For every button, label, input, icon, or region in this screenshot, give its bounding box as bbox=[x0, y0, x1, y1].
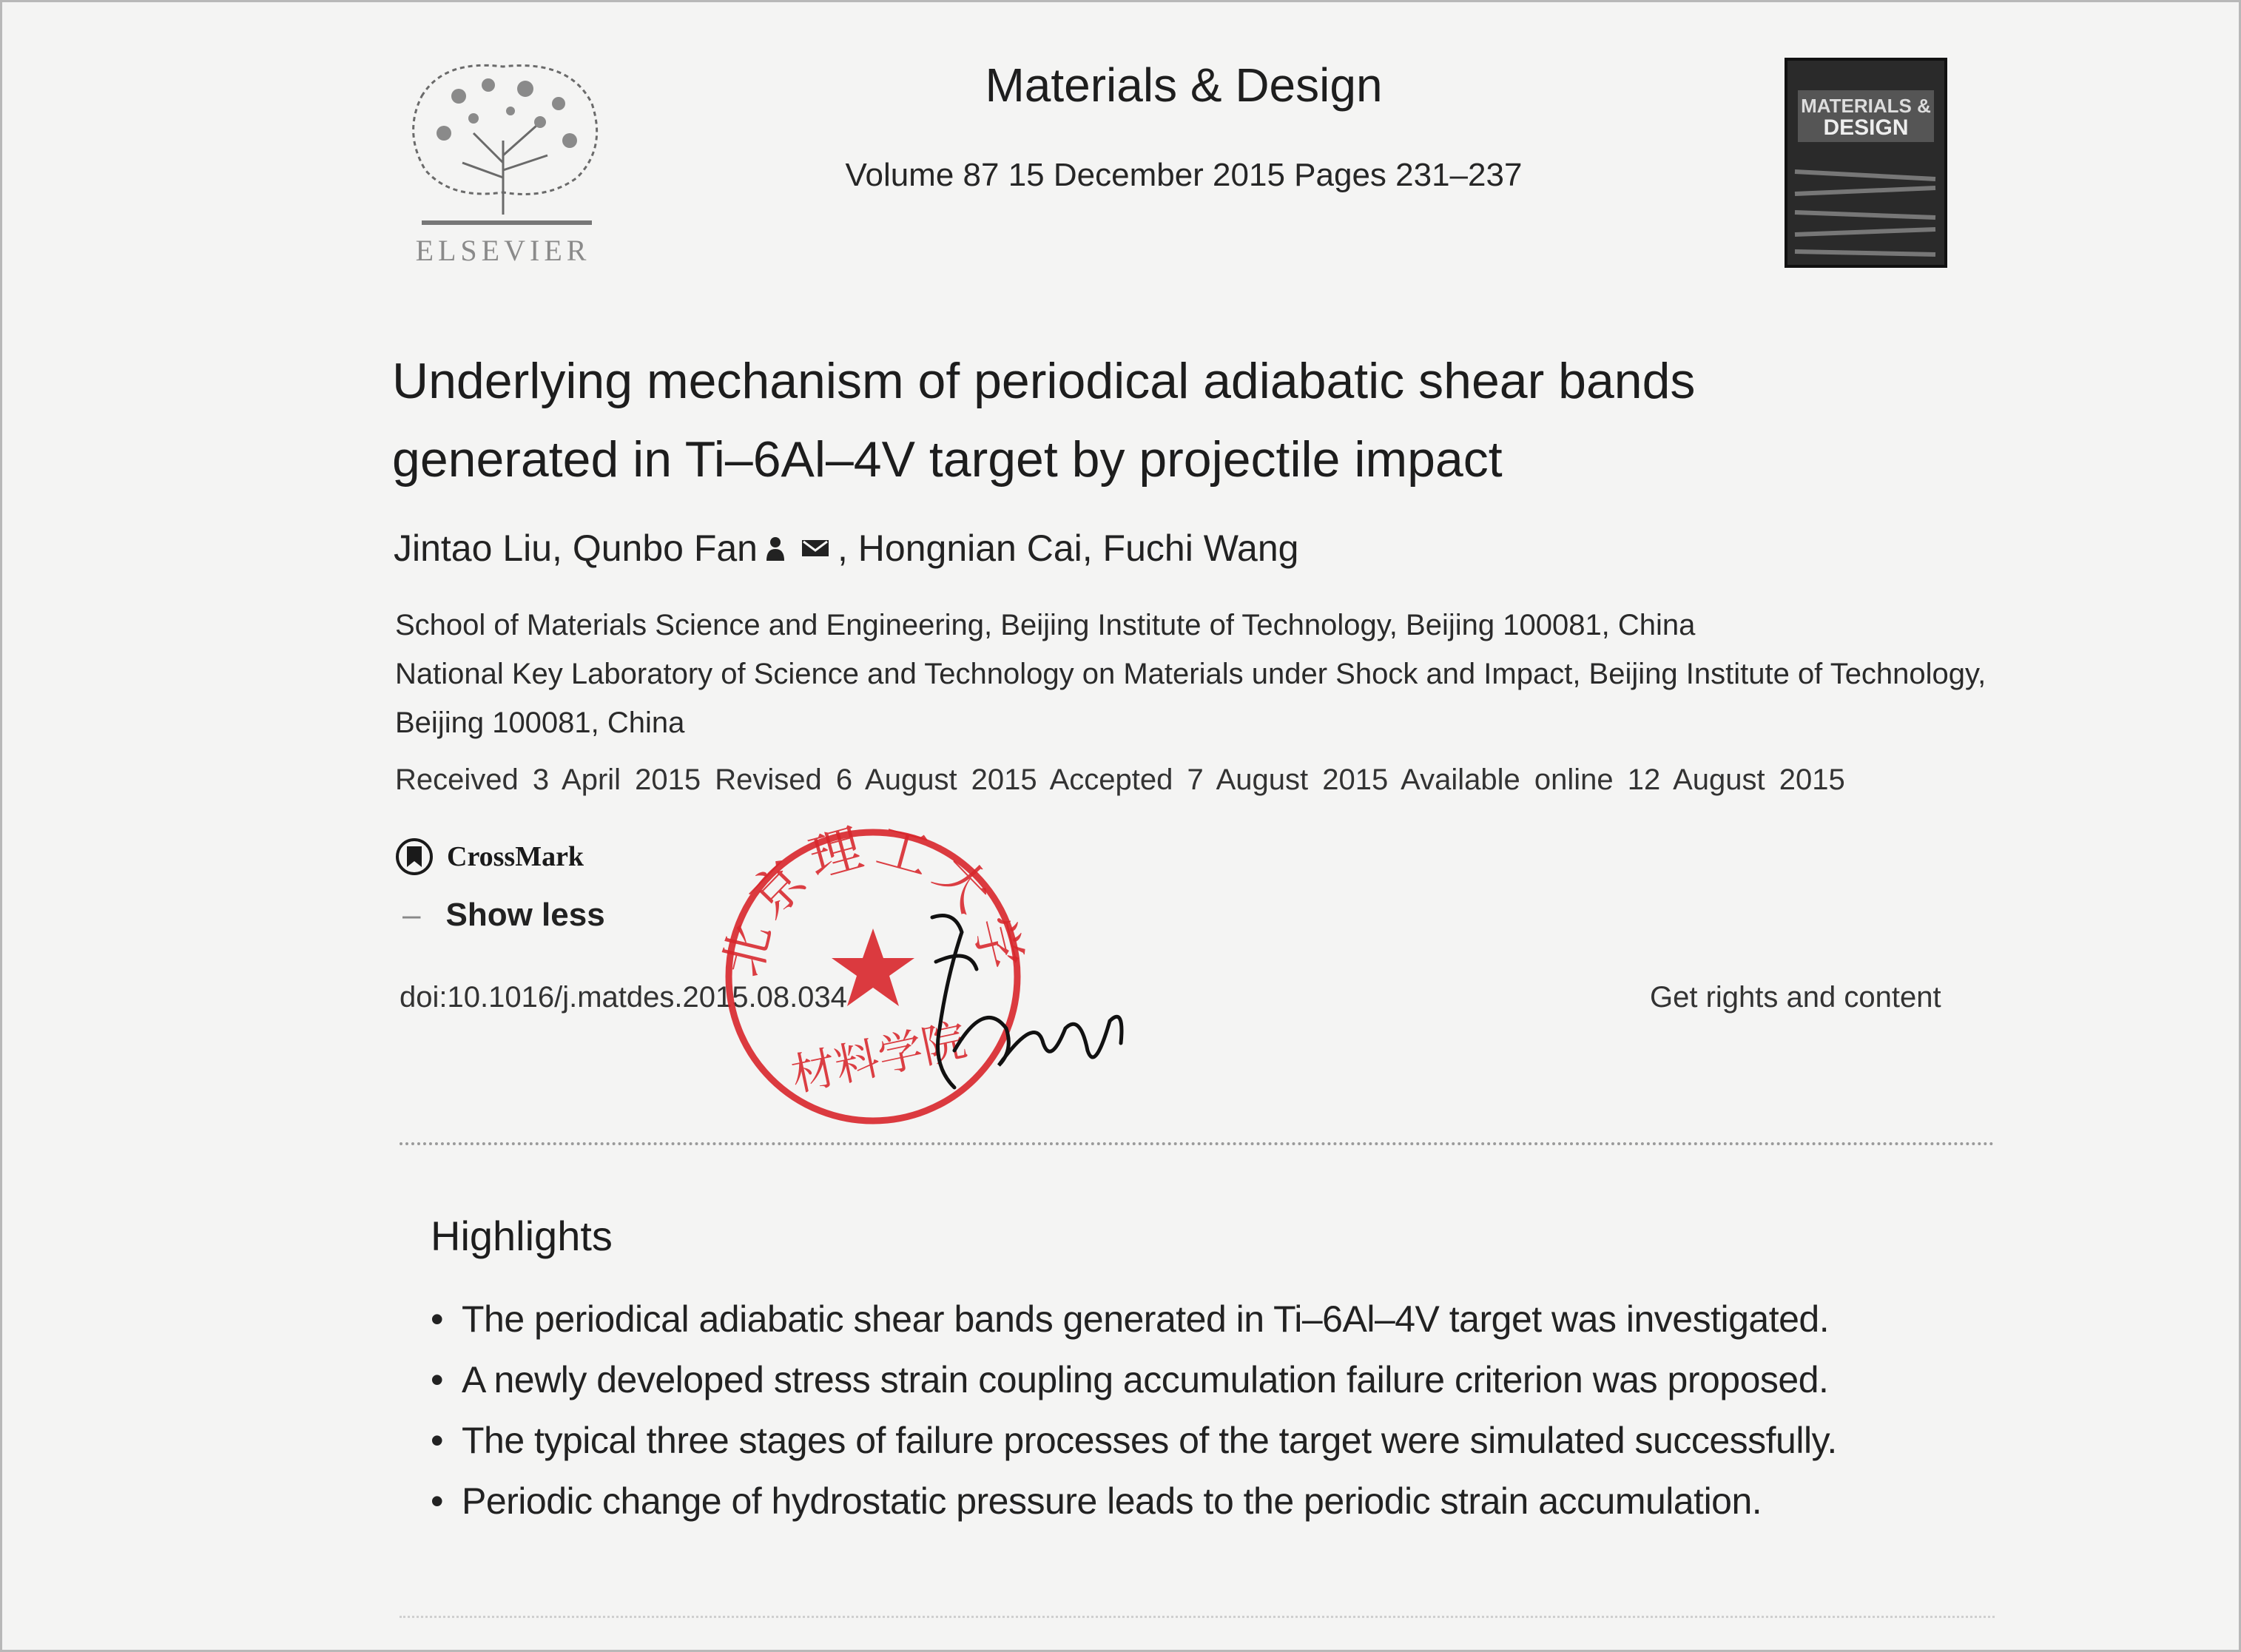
doi-link[interactable]: doi:10.1016/j.matdes.2015.08.034 bbox=[400, 981, 847, 1014]
crossmark-label: CrossMark bbox=[447, 841, 584, 872]
bullet-icon: • bbox=[431, 1480, 444, 1522]
svg-text:ELSEVIER: ELSEVIER bbox=[415, 234, 591, 266]
svg-text:MATERIALS &: MATERIALS & bbox=[1801, 95, 1931, 117]
list-item bbox=[431, 1349, 2014, 1410]
highlight-text: A newly developed stress strain coupling accumulation failure criterion was proposed. bbox=[462, 1359, 1829, 1400]
collapse-icon: – bbox=[402, 897, 421, 933]
list-item bbox=[431, 1289, 2014, 1349]
show-less-label: Show less bbox=[445, 897, 605, 933]
footer-divider bbox=[400, 1616, 1995, 1618]
journal-title[interactable]: Materials & Design bbox=[985, 58, 1383, 112]
author-names-1[interactable]: Jintao Liu, Qunbo Fan bbox=[394, 527, 758, 569]
article-title bbox=[392, 342, 2020, 499]
highlight-text: The typical three stages of failure processes of the target were simulated successfully. bbox=[462, 1420, 1837, 1461]
highlights-heading: Highlights bbox=[431, 1213, 613, 1259]
journal-cover-thumbnail[interactable] bbox=[1785, 58, 1947, 268]
article-title-line-1: Underlying mechanism of periodical adiabatic shear bands bbox=[392, 353, 1696, 409]
article-title-line-2: generated in Ti–6Al–4V target by projectile impact bbox=[392, 431, 1503, 488]
crossmark-icon bbox=[395, 837, 434, 876]
bullet-icon: • bbox=[431, 1359, 444, 1400]
svg-text:北京理工大学: 北京理工大学 bbox=[711, 815, 1035, 982]
highlights-list bbox=[431, 1289, 2014, 1531]
person-icon[interactable] bbox=[765, 536, 786, 561]
publisher-logo bbox=[392, 52, 614, 266]
svg-text:材料学院: 材料学院 bbox=[786, 1014, 971, 1102]
affiliation-1: School of Materials Science and Engineering, Beijing Institute of Technology, Beijing 100081, China bbox=[395, 609, 1696, 641]
list-item bbox=[431, 1471, 2014, 1531]
author-names-2[interactable]: , Hongnian Cai, Fuchi Wang bbox=[838, 527, 1299, 569]
highlight-text: Periodic change of hydrostatic pressure leads to the periodic strain accumulation. bbox=[462, 1480, 1762, 1522]
institution-stamp bbox=[710, 806, 1154, 1147]
bullet-icon: • bbox=[431, 1298, 444, 1340]
affiliation-2: National Key Laboratory of Science and Technology on Materials under Shock and Impact, Beijing Institute of Technology, Beijing 100081, China bbox=[395, 658, 1986, 739]
journal-issue-info[interactable]: Volume 87 15 December 2015 Pages 231–237 bbox=[845, 157, 1523, 193]
svg-text:DESIGN: DESIGN bbox=[1823, 115, 1909, 140]
list-item bbox=[431, 1410, 2014, 1471]
highlight-text: The periodical adiabatic shear bands generated in Ti–6Al–4V target was investigated. bbox=[462, 1298, 1830, 1340]
show-less-toggle[interactable] bbox=[402, 897, 605, 934]
envelope-icon[interactable] bbox=[801, 537, 830, 559]
bullet-icon: • bbox=[431, 1420, 444, 1461]
crossmark-badge[interactable] bbox=[395, 837, 584, 876]
author-list bbox=[394, 527, 1298, 570]
section-divider bbox=[400, 1142, 1995, 1145]
get-rights-link[interactable]: Get rights and content bbox=[1650, 981, 1941, 1014]
publication-dates: Received 3 April 2015 Revised 6 August 2015 Accepted 7 August 2015 Available online 12 August 2015 bbox=[395, 763, 1845, 796]
